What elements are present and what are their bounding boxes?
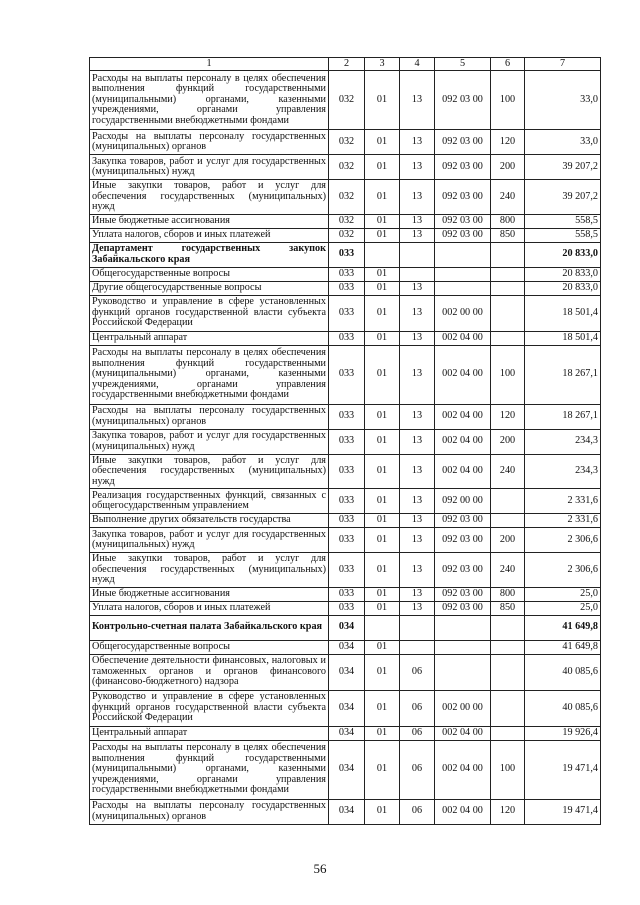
row-description: Общегосударственные вопросы (90, 640, 329, 654)
row-target-code: 092 03 00 (435, 228, 491, 242)
row-subsection-code: 13 (400, 587, 435, 601)
row-target-code: 002 04 00 (435, 345, 491, 404)
row-amount: 19 471,4 (525, 799, 601, 824)
row-subsection-code: 13 (400, 214, 435, 228)
row-amount: 2 306,6 (525, 553, 601, 588)
row-section-code: 01 (365, 295, 400, 331)
row-subsection-code: 13 (400, 514, 435, 528)
row-ministry-code: 033 (329, 429, 365, 454)
row-section-code: 01 (365, 740, 400, 799)
row-ministry-code: 033 (329, 528, 365, 553)
row-amount: 41 649,8 (525, 615, 601, 640)
table-row (90, 489, 601, 514)
row-section-code: 01 (365, 640, 400, 654)
row-description: Контрольно-счетная палата Забайкальского края (90, 615, 329, 640)
row-subsection-code (400, 615, 435, 640)
row-amount: 39 207,2 (525, 155, 601, 180)
row-amount: 25,0 (525, 587, 601, 601)
row-ministry-code: 033 (329, 553, 365, 588)
row-ministry-code: 033 (329, 601, 365, 615)
row-subsection-code: 06 (400, 740, 435, 799)
row-subsection-code: 13 (400, 281, 435, 295)
row-description: Расходы на выплаты персоналу в целях обеспечения выполнения функций государственными (муниципальными) органами, казенными учреждениями, органами управления государственными внебюджетными фондами (90, 71, 329, 130)
row-subsection-code: 13 (400, 71, 435, 130)
row-ministry-code: 033 (329, 454, 365, 489)
row-target-code (435, 654, 491, 690)
row-expense-type-code (491, 615, 525, 640)
row-subsection-code: 06 (400, 690, 435, 726)
row-expense-type-code: 800 (491, 587, 525, 601)
row-target-code (435, 640, 491, 654)
row-expense-type-code: 100 (491, 740, 525, 799)
row-subsection-code: 13 (400, 130, 435, 155)
row-ministry-code: 034 (329, 615, 365, 640)
row-subsection-code: 13 (400, 489, 435, 514)
row-target-code: 092 03 00 (435, 528, 491, 553)
row-ministry-code: 034 (329, 654, 365, 690)
row-subsection-code: 06 (400, 654, 435, 690)
table-row (90, 180, 601, 215)
row-target-code: 092 03 00 (435, 553, 491, 588)
row-ministry-code: 033 (329, 281, 365, 295)
row-expense-type-code: 200 (491, 155, 525, 180)
row-target-code: 002 04 00 (435, 454, 491, 489)
row-section-code: 01 (365, 71, 400, 130)
row-section-code: 01 (365, 553, 400, 588)
table-row (90, 267, 601, 281)
row-expense-type-code: 850 (491, 601, 525, 615)
row-description: Центральный аппарат (90, 726, 329, 740)
row-section-code (365, 242, 400, 267)
row-section-code: 01 (365, 214, 400, 228)
column-header: 5 (435, 58, 491, 71)
row-target-code: 092 00 00 (435, 489, 491, 514)
table-row (90, 514, 601, 528)
row-expense-type-code: 850 (491, 228, 525, 242)
row-ministry-code: 032 (329, 228, 365, 242)
row-description: Иные бюджетные ассигнования (90, 587, 329, 601)
row-section-code: 01 (365, 587, 400, 601)
table-row (90, 404, 601, 429)
row-target-code: 002 04 00 (435, 429, 491, 454)
row-amount: 234,3 (525, 454, 601, 489)
row-section-code (365, 615, 400, 640)
row-subsection-code: 13 (400, 180, 435, 215)
table-row (90, 295, 601, 331)
row-amount: 40 085,6 (525, 654, 601, 690)
row-section-code: 01 (365, 429, 400, 454)
row-description: Уплата налогов, сборов и иных платежей (90, 228, 329, 242)
column-header: 7 (525, 58, 601, 71)
row-target-code: 092 03 00 (435, 155, 491, 180)
row-subsection-code: 13 (400, 601, 435, 615)
table-row (90, 345, 601, 404)
row-amount: 19 926,4 (525, 726, 601, 740)
row-expense-type-code (491, 654, 525, 690)
row-expense-type-code: 240 (491, 553, 525, 588)
row-expense-type-code (491, 690, 525, 726)
row-expense-type-code: 200 (491, 429, 525, 454)
row-ministry-code: 034 (329, 740, 365, 799)
row-target-code: 092 03 00 (435, 601, 491, 615)
row-ministry-code: 033 (329, 587, 365, 601)
row-subsection-code: 13 (400, 331, 435, 345)
row-section-code: 01 (365, 690, 400, 726)
row-ministry-code: 032 (329, 214, 365, 228)
row-subsection-code: 13 (400, 155, 435, 180)
row-description: Иные закупки товаров, работ и услуг для обеспечения государственных (муниципальных) нужд (90, 454, 329, 489)
row-description: Расходы на выплаты персоналу в целях обеспечения выполнения функций государственными (муниципальными) органами, казенными учреждениями, органами управления государственными внебюджетными фондами (90, 345, 329, 404)
row-section-code: 01 (365, 155, 400, 180)
table-row (90, 331, 601, 345)
row-amount: 2 306,6 (525, 528, 601, 553)
row-ministry-code: 033 (329, 489, 365, 514)
table-row (90, 640, 601, 654)
row-target-code: 002 04 00 (435, 740, 491, 799)
row-ministry-code: 032 (329, 130, 365, 155)
row-target-code: 002 04 00 (435, 404, 491, 429)
table-row (90, 71, 601, 130)
row-section-code: 01 (365, 799, 400, 824)
row-ministry-code: 034 (329, 640, 365, 654)
row-amount: 18 267,1 (525, 345, 601, 404)
column-header: 4 (400, 58, 435, 71)
row-subsection-code (400, 242, 435, 267)
row-ministry-code: 033 (329, 242, 365, 267)
table-row (90, 214, 601, 228)
row-amount: 33,0 (525, 130, 601, 155)
row-amount: 558,5 (525, 228, 601, 242)
table-row (90, 615, 601, 640)
row-description: Обеспечение деятельности финансовых, налоговых и таможенных органов и органов финансового (финансово-бюджетного) надзора (90, 654, 329, 690)
row-amount: 2 331,6 (525, 489, 601, 514)
row-amount: 40 085,6 (525, 690, 601, 726)
row-expense-type-code (491, 267, 525, 281)
row-description: Закупка товаров, работ и услуг для государственных (муниципальных) нужд (90, 155, 329, 180)
row-description: Иные закупки товаров, работ и услуг для обеспечения государственных (муниципальных) нужд (90, 553, 329, 588)
row-description: Общегосударственные вопросы (90, 267, 329, 281)
row-ministry-code: 032 (329, 71, 365, 130)
row-section-code: 01 (365, 130, 400, 155)
table-row (90, 587, 601, 601)
row-description: Реализация государственных функций, связанных с общегосударственным управлением (90, 489, 329, 514)
row-expense-type-code: 100 (491, 345, 525, 404)
row-description: Расходы на выплаты персоналу государственных (муниципальных) органов (90, 130, 329, 155)
row-subsection-code: 13 (400, 295, 435, 331)
row-section-code: 01 (365, 345, 400, 404)
table-row (90, 228, 601, 242)
row-target-code (435, 267, 491, 281)
row-description: Уплата налогов, сборов и иных платежей (90, 601, 329, 615)
row-description: Закупка товаров, работ и услуг для государственных (муниципальных) нужд (90, 528, 329, 553)
row-subsection-code: 13 (400, 454, 435, 489)
column-header: 6 (491, 58, 525, 71)
row-section-code: 01 (365, 654, 400, 690)
row-section-code: 01 (365, 454, 400, 489)
row-ministry-code: 033 (329, 331, 365, 345)
row-expense-type-code (491, 489, 525, 514)
row-amount: 39 207,2 (525, 180, 601, 215)
row-expense-type-code: 200 (491, 528, 525, 553)
row-target-code (435, 281, 491, 295)
table-row (90, 242, 601, 267)
row-amount: 18 267,1 (525, 404, 601, 429)
row-section-code: 01 (365, 601, 400, 615)
row-subsection-code (400, 640, 435, 654)
row-expense-type-code: 120 (491, 130, 525, 155)
row-description: Расходы на выплаты персоналу государственных (муниципальных) органов (90, 404, 329, 429)
row-expense-type-code (491, 331, 525, 345)
row-subsection-code: 13 (400, 228, 435, 242)
table-row (90, 281, 601, 295)
row-ministry-code: 033 (329, 404, 365, 429)
table-row (90, 553, 601, 588)
row-description: Выполнение других обязательств государства (90, 514, 329, 528)
row-amount: 20 833,0 (525, 242, 601, 267)
row-description: Департамент государственных закупок Забайкальского края (90, 242, 329, 267)
row-target-code: 092 03 00 (435, 130, 491, 155)
row-amount: 18 501,4 (525, 331, 601, 345)
row-description: Руководство и управление в сфере установленных функций органов государственной власти субъекта Российской Федерации (90, 295, 329, 331)
column-header: 1 (90, 58, 329, 71)
row-target-code: 002 04 00 (435, 726, 491, 740)
table-row (90, 528, 601, 553)
row-amount: 2 331,6 (525, 514, 601, 528)
row-section-code: 01 (365, 528, 400, 553)
row-subsection-code: 13 (400, 429, 435, 454)
row-expense-type-code (491, 726, 525, 740)
row-target-code: 092 03 00 (435, 214, 491, 228)
row-subsection-code: 13 (400, 345, 435, 404)
row-description: Иные бюджетные ассигнования (90, 214, 329, 228)
row-expense-type-code: 240 (491, 180, 525, 215)
row-section-code: 01 (365, 489, 400, 514)
column-header: 3 (365, 58, 400, 71)
budget-table (89, 57, 601, 825)
row-target-code: 092 03 00 (435, 514, 491, 528)
row-expense-type-code (491, 295, 525, 331)
row-section-code: 01 (365, 404, 400, 429)
row-subsection-code: 06 (400, 726, 435, 740)
table-row (90, 155, 601, 180)
row-description: Расходы на выплаты персоналу в целях обеспечения выполнения функций государственными (муниципальными) органами, казенными учреждениями, органами управления государственными внебюджетными фондами (90, 740, 329, 799)
row-ministry-code: 034 (329, 690, 365, 726)
row-section-code: 01 (365, 267, 400, 281)
row-target-code: 002 00 00 (435, 295, 491, 331)
column-header: 2 (329, 58, 365, 71)
row-target-code: 002 00 00 (435, 690, 491, 726)
row-subsection-code (400, 267, 435, 281)
row-ministry-code: 033 (329, 267, 365, 281)
row-description: Расходы на выплаты персоналу государственных (муниципальных) органов (90, 799, 329, 824)
row-target-code: 002 04 00 (435, 799, 491, 824)
row-ministry-code: 032 (329, 155, 365, 180)
row-expense-type-code (491, 281, 525, 295)
row-section-code: 01 (365, 331, 400, 345)
table-row (90, 454, 601, 489)
row-expense-type-code: 240 (491, 454, 525, 489)
row-target-code: 092 03 00 (435, 71, 491, 130)
row-ministry-code: 033 (329, 295, 365, 331)
row-section-code: 01 (365, 281, 400, 295)
row-section-code: 01 (365, 514, 400, 528)
row-amount: 19 471,4 (525, 740, 601, 799)
row-amount: 25,0 (525, 601, 601, 615)
row-description: Иные закупки товаров, работ и услуг для обеспечения государственных (муниципальных) нужд (90, 180, 329, 215)
row-expense-type-code (491, 514, 525, 528)
table-row (90, 740, 601, 799)
row-amount: 558,5 (525, 214, 601, 228)
row-section-code: 01 (365, 180, 400, 215)
row-expense-type-code: 120 (491, 799, 525, 824)
table-row (90, 130, 601, 155)
row-expense-type-code: 800 (491, 214, 525, 228)
row-subsection-code: 13 (400, 404, 435, 429)
row-description: Руководство и управление в сфере установленных функций органов государственной власти субъекта Российской Федерации (90, 690, 329, 726)
row-amount: 20 833,0 (525, 281, 601, 295)
row-description: Закупка товаров, работ и услуг для государственных (муниципальных) нужд (90, 429, 329, 454)
row-ministry-code: 032 (329, 180, 365, 215)
row-section-code: 01 (365, 228, 400, 242)
row-description: Центральный аппарат (90, 331, 329, 345)
row-subsection-code: 13 (400, 553, 435, 588)
table-header-row (90, 58, 601, 71)
table-row (90, 799, 601, 824)
row-target-code: 092 03 00 (435, 180, 491, 215)
row-subsection-code: 06 (400, 799, 435, 824)
row-target-code: 092 03 00 (435, 587, 491, 601)
row-ministry-code: 034 (329, 726, 365, 740)
row-expense-type-code: 120 (491, 404, 525, 429)
table-row (90, 429, 601, 454)
page-number: 56 (313, 861, 327, 876)
row-target-code (435, 615, 491, 640)
row-ministry-code: 033 (329, 345, 365, 404)
table-row (90, 654, 601, 690)
row-ministry-code: 034 (329, 799, 365, 824)
row-description: Другие общегосударственные вопросы (90, 281, 329, 295)
row-amount: 41 649,8 (525, 640, 601, 654)
row-target-code (435, 242, 491, 267)
row-ministry-code: 033 (329, 514, 365, 528)
row-expense-type-code (491, 640, 525, 654)
row-subsection-code: 13 (400, 528, 435, 553)
row-amount: 33,0 (525, 71, 601, 130)
row-target-code: 002 04 00 (435, 331, 491, 345)
row-expense-type-code (491, 242, 525, 267)
table-row (90, 690, 601, 726)
table-row (90, 601, 601, 615)
row-section-code: 01 (365, 726, 400, 740)
row-expense-type-code: 100 (491, 71, 525, 130)
table-row (90, 726, 601, 740)
row-amount: 20 833,0 (525, 267, 601, 281)
table-body (90, 71, 601, 825)
row-amount: 234,3 (525, 429, 601, 454)
row-amount: 18 501,4 (525, 295, 601, 331)
